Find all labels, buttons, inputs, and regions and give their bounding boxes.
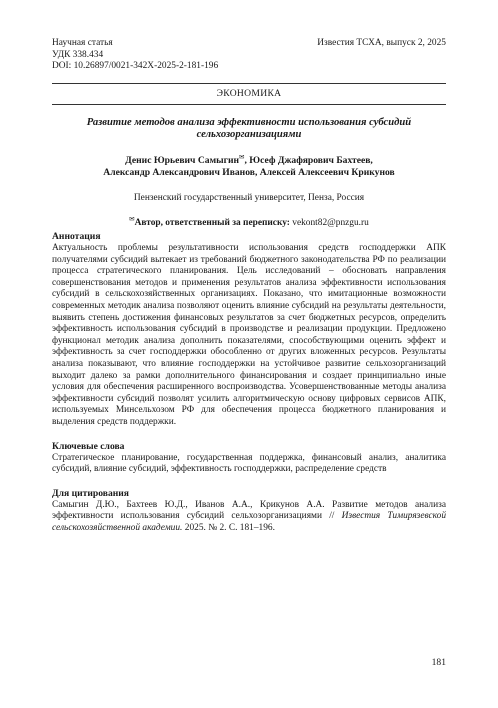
citation-heading: Для цитирования [52,487,129,499]
abstract-heading: Аннотация [52,231,101,243]
udc-code: УДК 338.434 [52,49,104,60]
mail-icon: ✉ [239,153,245,161]
doi-link[interactable]: DOI: 10.26897/0021-342X-2025-2-181-196 [52,61,219,71]
article-title: Развитие методов анализа эффективности использования субсидий сельхозорганизациями [86,116,412,141]
header-rule-bottom [52,104,446,105]
authors-line-2: Александр Александрович Иванов, Алексей Алексеевич Крикунов [103,166,395,178]
corresponding-label: Автор, ответственный за переписку: [134,218,290,229]
page-number: 181 [431,657,446,668]
keywords-text: Стратегическое планирование, государственная поддержка, финансовый анализ, аналитика субсидий, влияние субсидий, эффективность господдержки, распределение средств [52,452,446,475]
corresponding-email[interactable]: vekont82@pnzgu.ru [292,218,369,229]
citation-journal: Известия Тимирязевской сельскохозяйственной академии. [52,511,447,533]
running-header [52,38,446,73]
journal-issue: Известия ТСХА, выпуск 2, 2025 [317,38,446,48]
article-type: Научная статья [52,38,113,48]
abstract-text: Актуальность проблемы результативности использования средств господдержки АПК получателями субсидий вытекает из требований бюджетного законодательства РФ по реализации процесса стратегического планирования. Цель исследований – обосновать направления совершенствования методов и применения результатов анализа эффективности использования субсидий в сельскохозяйственных организациях. Показано, что имитационные возможности современных методик анализа позволяют оценить влияние субсидий на результаты деятельности, выявить степень достижения финансовых результатов за счет бюджетных ресурсов, определить эффективность использования субсидий в производстве и реализации продукции. Предложено функционал методик анализа дополнить показателями, способствующими оценить эффект и эффективность за счет господдержки обособленно от других вложенных ресурсов. Результаты анализа показывают, что влияние господдержки на устойчивое развитие сельхозорганизаций выходит далеко за рамки дополнительного финансирования и создает принципиально иные условия для обеспечения расширенного воспроизводства. Усовершенствованные методы анализа эффективности субсидий позволят усилить алгоритмическую основу цифровых сервисов АПК, используемых Минсельхозом РФ для обеспечения процесса бюджетного планирования и выделения средств поддержки. [52,243,446,427]
keywords-heading: Ключевые слова [52,440,125,452]
corresponding-author [52,217,446,229]
article-page [52,38,446,535]
citation-text: Самыгин Д.Ю., Бахтеев Ю.Д., Иванов А.А., Крикунов А.А. Развитие методов анализа эффективности использования субсидий сельхозорганизациями // Известия Тимирязевской сельскохозяйственной академии. 2025. № 2. С. 181–196. [52,499,447,533]
author-2: , Юсеф Джафярович Бахтеев, [244,154,373,166]
author-1: Денис Юрьевич Самыгин [125,154,240,166]
authors [52,155,446,179]
section-name: ЭКОНОМИКА [216,87,282,99]
header-rule-top [52,83,446,84]
article-meta [52,38,218,73]
affiliation: Пензенский государственный университет, Пенза, Россия [133,193,365,204]
mail-icon: ✉ [129,215,135,223]
